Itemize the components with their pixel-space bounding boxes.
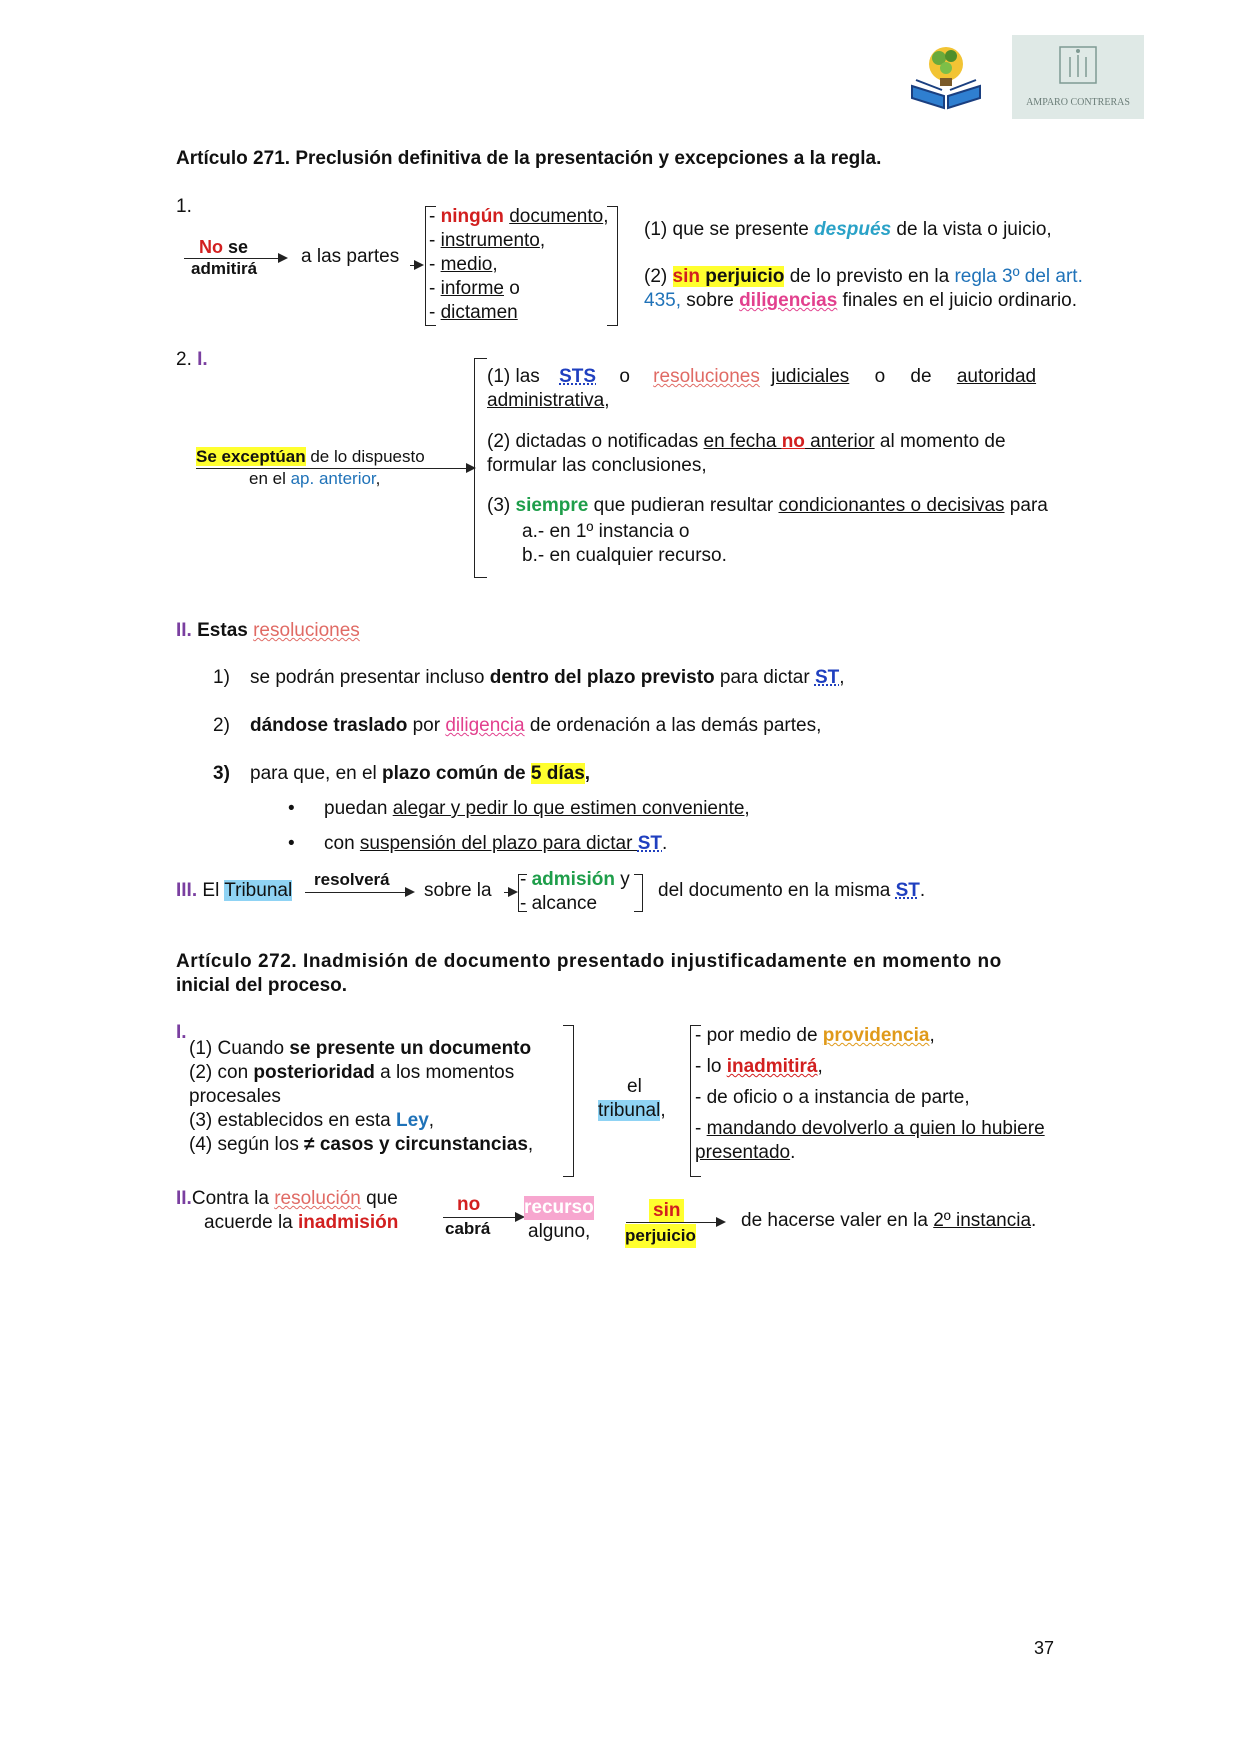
admision-end: del documento en la misma ST. (658, 880, 926, 901)
ap-anterior-label: en el ap. anterior, (249, 469, 381, 488)
section-1-number: 1. (176, 196, 192, 217)
bullet-2: • (288, 833, 295, 854)
272-I-line5: (4) según los ≠ casos y circunstancias, (189, 1134, 534, 1155)
tribunal-label: tribunal, (598, 1100, 666, 1121)
exception-2-line2: formular las conclusiones, (487, 455, 707, 476)
272-section-II: II.Contra la resolución que (176, 1188, 398, 1209)
alguno-label: alguno, (528, 1221, 591, 1242)
arrow-no-se-admitira (184, 258, 286, 259)
exception-2: (2) dictadas o notificadas en fecha no anterior al momento de (487, 431, 1006, 452)
exception-3: (3) siempre que pudieran resultar condicionantes o decisivas para (487, 495, 1048, 516)
272-section-I: I. (176, 1022, 187, 1043)
exception-1: (1) las STS o resoluciones judiciales o de autoridad (487, 366, 1037, 387)
272-I-line3: procesales (189, 1086, 281, 1107)
brace-exceptions (474, 358, 487, 578)
admision-item: - admisión y (520, 869, 630, 890)
article-272-title: Artículo 272. Inadmisión de documento presentado injustificadamente en momento no (176, 951, 1002, 972)
section-III-tribunal: III. El Tribunal (176, 880, 293, 901)
bullet-item-2: con suspensión del plazo para dictar ST. (324, 833, 668, 854)
arrow-no-cabra (443, 1217, 523, 1218)
item-informe: - informe o (429, 278, 520, 299)
perjuicio-label: perjuicio (625, 1224, 696, 1248)
item-ninguno-documento: - ningún documento, (429, 206, 609, 227)
brace-admision-right (634, 874, 643, 912)
272-II-end: de hacerse valer en la 2º instancia. (741, 1210, 1037, 1231)
columns-icon (1012, 35, 1144, 95)
272-I-line2: (2) con posterioridad a los momentos (189, 1062, 515, 1083)
272-II-line2: acuerde la inadmisión (204, 1212, 399, 1233)
logo-caption: AMPARO CONTRERAS (1026, 97, 1130, 108)
sin-label: sin (649, 1199, 684, 1223)
exception-3-sub-b: b.- en cualquier recurso. (522, 545, 727, 566)
272-I-right-4: - mandando devolverlo a quien lo hubiere (695, 1118, 1045, 1139)
bullet-item-1: puedan alegar y pedir lo que estimen conveniente, (324, 798, 750, 819)
item-instrumento: - instrumento, (429, 230, 546, 251)
sobre-la: sobre la (424, 880, 492, 901)
arrow-resolvera (305, 892, 413, 893)
list-number-2: 2) (213, 715, 230, 736)
admitira-label: admitirá (191, 259, 258, 278)
no-label: no (457, 1194, 481, 1215)
272-I-right-1: - por medio de providencia, (695, 1025, 935, 1046)
recurso-label: recurso (524, 1197, 594, 1218)
list-number-1: 1) (213, 667, 230, 688)
arrow-se-exceptuan (196, 468, 474, 469)
condition-2-line2: 435, sobre diligencias finales en el juicio ordinario. (644, 290, 1078, 311)
exception-1-line2: administrativa, (487, 390, 610, 411)
272-I-line1: (1) Cuando se presente un documento (189, 1038, 532, 1059)
list-item-3: para que, en el plazo común de 5 días, (250, 763, 591, 784)
272-I-right-2: - lo inadmitirá, (695, 1056, 823, 1077)
272-I-right-4-line2: presentado. (695, 1142, 796, 1163)
amparo-contreras-logo (1012, 35, 1144, 119)
article-272-title-line2: inicial del proceso. (176, 975, 348, 996)
item-medio: - medio, (429, 254, 498, 275)
bullet-1: • (288, 798, 295, 819)
list-number-3: 3) (213, 763, 230, 784)
item-dictamen: - dictamen (429, 302, 518, 323)
brace-items-right (607, 206, 618, 326)
article-271-title: Artículo 271. Preclusión definitiva de la presentación y excepciones a la regla. (176, 148, 882, 169)
brace-272-left-group (563, 1025, 574, 1177)
se-exceptuan-label: Se exceptúan de lo dispuesto (196, 447, 425, 466)
page-number: 37 (1034, 1638, 1055, 1658)
line-sobre-brace (504, 892, 516, 893)
line-partes-brace (410, 265, 422, 266)
arrow-sin-perjuicio (626, 1222, 724, 1223)
cabra-label: cabrá (445, 1219, 491, 1238)
no-se-admitira-label: No se (199, 237, 249, 257)
section-II-heading: II. Estas resoluciones (176, 620, 360, 641)
section-2-number: 2. I. (176, 349, 208, 370)
el-label: el (627, 1076, 642, 1097)
condition-2-sin-perjuicio: (2) sin perjuicio de lo previsto en la regla 3º del art. (644, 266, 1083, 287)
book-brain-logo (906, 40, 986, 112)
a-las-partes: a las partes (301, 246, 400, 267)
list-item-2: dándose traslado por diligencia de ordenación a las demás partes, (250, 715, 822, 736)
alcance-item: - alcance (520, 893, 598, 914)
condition-1-despues: (1) que se presente después de la vista o juicio, (644, 219, 1052, 240)
272-I-line4: (3) establecidos en esta Ley, (189, 1110, 435, 1131)
exception-3-sub-a: a.- en 1º instancia o (522, 521, 690, 542)
resolvera-label: resolverá (314, 870, 390, 889)
list-item-1: se podrán presentar incluso dentro del plazo previsto para dictar ST, (250, 667, 845, 688)
272-I-right-3: - de oficio o a instancia de parte, (695, 1087, 970, 1108)
